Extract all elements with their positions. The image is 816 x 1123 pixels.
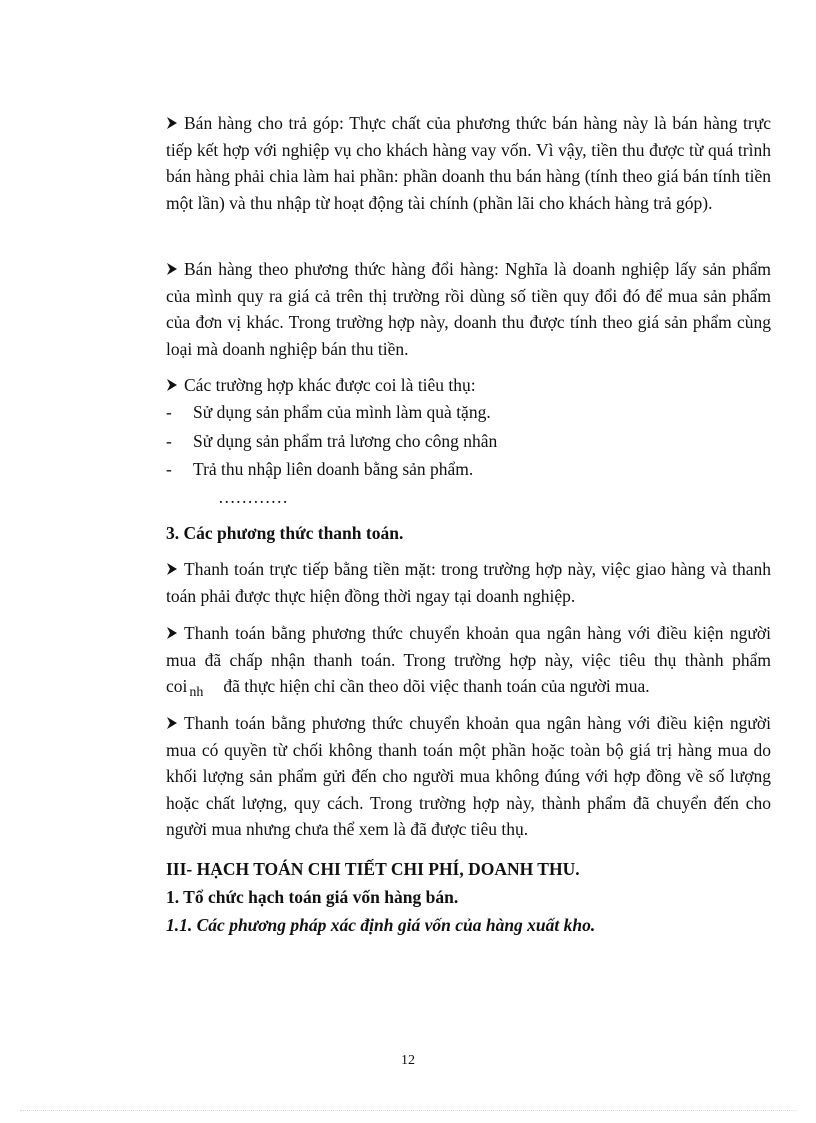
paragraph-text-continued: đã thực hiện chỉ cần theo dõi việc thanh toán của người mua. bbox=[223, 676, 650, 696]
arrow-bullet-icon bbox=[166, 372, 184, 399]
list-item bbox=[166, 399, 491, 426]
list-item-text: Sử dụng sản phẩm của mình làm quà tặng. bbox=[193, 402, 491, 422]
paragraph-transfer-refuse bbox=[166, 710, 771, 843]
paragraph-text: Thanh toán trực tiếp bằng tiền mặt: trong trường hợp này, việc giao hàng và thanh toán phải được thực hiện đồng thời ngay tại doanh nghiệp. bbox=[166, 559, 771, 606]
arrow-bullet-icon bbox=[166, 710, 184, 737]
paragraph-cash bbox=[166, 556, 771, 609]
heading-cost-methods: 1.1. Các phương pháp xác định giá vốn của hàng xuất kho. bbox=[166, 915, 596, 935]
heading-cost-of-goods: 1. Tổ chức hạch toán giá vốn hàng bán. bbox=[166, 887, 459, 907]
heading-payment-methods: 3. Các phương thức thanh toán. bbox=[166, 523, 404, 543]
paragraph-text: Các trường hợp khác được coi là tiêu thụ: bbox=[184, 375, 476, 395]
paragraph-text: Thanh toán bằng phương thức chuyển khoản qua ngân hàng với điều kiện người mua có quyền từ chối không thanh toán một phần hoặc toàn bộ giá trị hàng mua do khối lượng sản phẩm gửi đến cho người mua không đúng với hợp đồng về số lượng hoặc chất lượng, quy cách. Trong trường hợp này, thành phẩm đã chuyển đến cho người mua nhưng chưa thể xem là đã được tiêu thụ. bbox=[166, 713, 771, 839]
paragraph-transfer-accept bbox=[166, 620, 771, 707]
arrow-bullet-icon bbox=[166, 110, 184, 137]
list-dash: - bbox=[166, 459, 172, 479]
footer-divider bbox=[20, 1110, 796, 1111]
arrow-bullet-icon bbox=[166, 256, 184, 283]
list-item-text: Sử dụng sản phẩm trả lương cho công nhân bbox=[193, 431, 498, 451]
list-item bbox=[166, 428, 497, 455]
arrow-bullet-icon bbox=[166, 556, 184, 583]
heading-section-three: III- HẠCH TOÁN CHI TIẾT CHI PHÍ, DOANH THU. bbox=[166, 859, 580, 879]
paragraph-barter bbox=[166, 256, 771, 362]
paragraph-text: Bán hàng cho trả góp: Thực chất của phương thức bán hàng này là bán hàng trực tiếp kết hợp với nghiệp vụ cho khách hàng vay vốn. Vì vậy, tiền thu được từ quá trình bán hàng phải chia làm hai phần: phần doanh thu bán hàng (tính theo giá bán tính tiền một lần) và thu nhập từ hoạt động tài chính (phần lãi cho khách hàng trả góp). bbox=[166, 113, 771, 213]
paragraph-other-cases bbox=[166, 372, 771, 399]
page-number: 12 bbox=[401, 1053, 415, 1068]
list-dash: - bbox=[166, 431, 172, 451]
paragraph-installment bbox=[166, 110, 771, 216]
ellipsis: ………… bbox=[218, 487, 288, 507]
list-dash: - bbox=[166, 402, 172, 422]
paragraph-text: Thanh toán bằng phương thức chuyển khoản qua ngân hàng với điều kiện người mua đã chấp nhận thanh toán. Trong trường hợp này, việc tiêu thụ thành phẩm coi bbox=[166, 623, 771, 696]
arrow-bullet-icon bbox=[166, 620, 184, 647]
paragraph-text: Bán hàng theo phương thức hàng đổi hàng: Nghĩa là doanh nghiệp lấy sản phẩm của mình quy ra giá cả trên thị trường rồi dùng số tiền quy đổi đó để mua sản phẩm của đơn vị khác. Trong trường hợp này, doanh thu được tính theo giá sản phẩm cùng loại mà doanh nghiệp bán thu tiền. bbox=[166, 259, 771, 359]
list-item-text: Trả thu nhập liên doanh bằng sản phẩm. bbox=[193, 459, 474, 479]
subscript-note: nh bbox=[189, 685, 204, 700]
list-item bbox=[166, 456, 473, 483]
